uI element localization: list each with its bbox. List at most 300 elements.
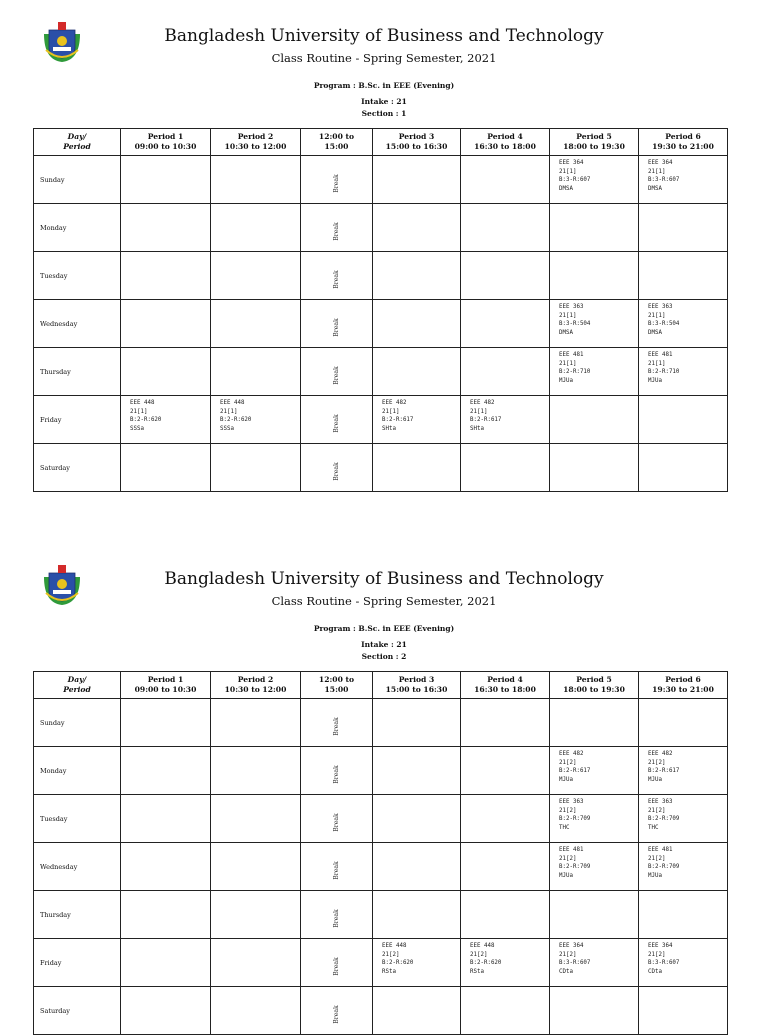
day-cell: Thursday — [34, 891, 121, 939]
class-cell — [211, 699, 301, 747]
class-entry — [550, 348, 638, 385]
class-cell — [373, 204, 461, 252]
class-cell — [461, 987, 550, 1035]
class-cell — [550, 699, 639, 747]
break-label: Break — [332, 318, 340, 337]
class-cell — [373, 891, 461, 939]
class-cell — [373, 444, 461, 492]
header-row — [34, 129, 728, 156]
class-cell — [550, 348, 639, 396]
class-entry-line: B:2-R:620 — [382, 960, 414, 966]
day-cell: Tuesday — [34, 795, 121, 843]
class-entry-line: EEE 482 — [648, 751, 673, 757]
header-line: 15:00 to 16:30 — [385, 142, 448, 151]
class-entry — [373, 396, 460, 433]
class-entry-line: MJUa — [559, 776, 573, 783]
class-cell — [211, 444, 301, 492]
class-cell — [550, 300, 639, 348]
class-entry-line: 21[2] — [559, 855, 577, 862]
class-entry-line: EEE 482 — [470, 400, 495, 406]
table-row — [34, 939, 728, 987]
class-entry-line: EEE 364 — [648, 943, 673, 949]
class-cell — [550, 156, 639, 204]
class-cell — [639, 252, 728, 300]
class-cell — [461, 747, 550, 795]
class-entry-line: EEE 363 — [648, 304, 673, 310]
class-cell — [461, 252, 550, 300]
class-entry — [550, 843, 638, 880]
routine-table — [33, 671, 728, 1035]
header-line: Period 5 — [576, 132, 612, 141]
class-entry-line: MJUa — [559, 377, 573, 384]
class-cell — [121, 156, 211, 204]
class-cell — [211, 747, 301, 795]
period-header — [461, 129, 550, 156]
class-cell — [121, 795, 211, 843]
day-cell: Friday — [34, 939, 121, 987]
class-entry-line: EEE 482 — [382, 400, 407, 406]
class-entry-line: 21[1] — [559, 312, 577, 319]
period-header — [639, 672, 728, 699]
break-cell — [301, 300, 373, 348]
header-line: Day/ — [67, 132, 87, 141]
class-entry-line: EEE 364 — [559, 943, 584, 949]
class-entry — [373, 939, 460, 976]
class-entry — [639, 843, 727, 880]
class-entry — [639, 300, 727, 337]
class-entry-line: EEE 448 — [470, 943, 495, 949]
class-cell — [550, 939, 639, 987]
class-entry — [211, 396, 300, 433]
class-entry-line: 21[2] — [559, 807, 577, 814]
class-cell — [550, 987, 639, 1035]
table-row — [34, 795, 728, 843]
institution-title: Bangladesh University of Business and Technology — [164, 569, 604, 589]
period-header — [121, 672, 211, 699]
table-row — [34, 987, 728, 1035]
class-entry-line: EEE 448 — [130, 400, 155, 406]
class-entry-line: DMSA — [559, 329, 573, 336]
class-entry — [550, 747, 638, 784]
day-cell: Thursday — [34, 348, 121, 396]
class-entry-line: CDta — [559, 968, 573, 975]
table-row — [34, 843, 728, 891]
header-line: 16:30 to 18:00 — [474, 142, 536, 151]
class-cell — [550, 252, 639, 300]
class-cell — [211, 987, 301, 1035]
class-cell — [121, 444, 211, 492]
break-cell — [301, 747, 373, 795]
class-entry-line: DMSA — [648, 185, 662, 192]
class-cell — [550, 747, 639, 795]
class-cell — [121, 396, 211, 444]
table-row — [34, 444, 728, 492]
break-label: Break — [332, 366, 340, 385]
class-entry-line: B:2-R:617 — [648, 768, 680, 774]
class-entry — [550, 939, 638, 976]
class-cell — [373, 396, 461, 444]
class-cell — [211, 156, 301, 204]
class-cell — [211, 204, 301, 252]
class-cell — [461, 204, 550, 252]
class-entry-line: EEE 364 — [648, 160, 673, 166]
class-entry-line: MJUa — [648, 872, 662, 879]
class-entry-line: B:2-R:709 — [559, 816, 591, 822]
header-line: Period 4 — [487, 132, 523, 141]
day-cell: Sunday — [34, 699, 121, 747]
class-cell — [639, 204, 728, 252]
class-entry-line: THC — [559, 824, 570, 831]
class-entry-line: 21[2] — [559, 951, 577, 958]
class-entry-line: SSSa — [130, 425, 144, 432]
break-label: Break — [332, 462, 340, 481]
day-cell: Monday — [34, 204, 121, 252]
class-entry-line: B:2-R:620 — [470, 960, 502, 966]
header-line: 15:00 — [324, 685, 349, 694]
class-entry — [550, 795, 638, 832]
break-cell — [301, 891, 373, 939]
class-cell — [550, 444, 639, 492]
class-entry-line: B:2-R:710 — [559, 369, 591, 375]
class-entry-line: B:3-R:607 — [648, 177, 680, 183]
period-header — [301, 672, 373, 699]
break-label: Break — [332, 957, 340, 976]
class-entry-line: 21[2] — [470, 951, 488, 958]
period-header — [121, 129, 211, 156]
table-row — [34, 747, 728, 795]
class-entry-line: 21[1] — [470, 408, 488, 415]
class-entry — [550, 156, 638, 193]
period-header — [301, 129, 373, 156]
class-entry-line: 21[2] — [648, 951, 666, 958]
header-line: Period 5 — [576, 675, 612, 684]
class-entry — [639, 795, 727, 832]
intake-label: Intake : 21 — [361, 97, 407, 106]
day-cell: Wednesday — [34, 843, 121, 891]
class-entry-line: MJUa — [648, 377, 662, 384]
header-line: 15:00 — [324, 142, 349, 151]
class-cell — [373, 699, 461, 747]
class-cell — [639, 156, 728, 204]
day-period-header — [34, 672, 121, 699]
break-cell — [301, 444, 373, 492]
class-cell — [639, 396, 728, 444]
class-cell — [639, 939, 728, 987]
class-entry-line: DMSA — [648, 329, 662, 336]
header-line: Period 2 — [237, 675, 274, 684]
header-line: 12:00 to — [318, 675, 355, 684]
intake-label: Intake : 21 — [361, 640, 407, 649]
class-entry-line: 21[2] — [648, 807, 666, 814]
break-label: Break — [332, 414, 340, 433]
class-entry — [639, 939, 727, 976]
class-cell — [211, 252, 301, 300]
break-cell — [301, 699, 373, 747]
header-line: Period — [63, 142, 91, 151]
routine-title: Class Routine - Spring Semester, 2021 — [271, 594, 497, 608]
period-header — [373, 672, 461, 699]
period-header — [373, 129, 461, 156]
table-row — [34, 252, 728, 300]
period-header — [639, 129, 728, 156]
class-entry-line: EEE 364 — [559, 160, 584, 166]
class-entry-line: MJUa — [559, 872, 573, 879]
header-line: 09:00 to 10:30 — [134, 685, 197, 694]
class-cell — [639, 987, 728, 1035]
header-line: 12:00 to — [318, 132, 355, 141]
class-entry-line: DMSA — [559, 185, 573, 192]
table-row — [34, 156, 728, 204]
header-line: Period 3 — [398, 675, 435, 684]
class-entry-line: 21[1] — [130, 408, 148, 415]
class-entry-line: THC — [648, 824, 659, 831]
break-cell — [301, 939, 373, 987]
section-label: Section : 2 — [361, 652, 407, 661]
class-cell — [211, 939, 301, 987]
class-cell — [211, 396, 301, 444]
break-cell — [301, 252, 373, 300]
program-label: Program : B.Sc. in EEE (Evening) — [313, 81, 455, 90]
day-cell: Saturday — [34, 987, 121, 1035]
class-entry-line: MJUa — [648, 776, 662, 783]
class-entry-line: EEE 481 — [559, 847, 584, 853]
class-cell — [121, 699, 211, 747]
table-row — [34, 699, 728, 747]
break-cell — [301, 156, 373, 204]
break-cell — [301, 396, 373, 444]
class-entry — [461, 396, 549, 433]
class-entry-line: B:2-R:709 — [648, 816, 680, 822]
break-label: Break — [332, 222, 340, 241]
class-entry-line: SHta — [470, 425, 484, 432]
class-cell — [373, 348, 461, 396]
class-entry-line: EEE 481 — [648, 352, 673, 358]
class-cell — [550, 891, 639, 939]
class-entry-line: RSta — [382, 968, 396, 975]
program-label: Program : B.Sc. in EEE (Evening) — [313, 624, 455, 633]
table-row — [34, 348, 728, 396]
class-entry-line: EEE 481 — [559, 352, 584, 358]
class-entry-line: EEE 363 — [559, 799, 584, 805]
break-label: Break — [332, 717, 340, 736]
class-cell — [639, 348, 728, 396]
day-cell: Tuesday — [34, 252, 121, 300]
class-cell — [639, 300, 728, 348]
routine-title: Class Routine - Spring Semester, 2021 — [271, 51, 497, 65]
class-cell — [211, 843, 301, 891]
class-entry-line: B:2-R:617 — [470, 417, 502, 423]
class-entry-line: 21[2] — [382, 951, 400, 958]
header-line: 10:30 to 12:00 — [224, 685, 287, 694]
class-entry-line: SHta — [382, 425, 396, 432]
class-entry-line: SSSa — [220, 425, 234, 432]
header-line: 18:00 to 19:30 — [563, 142, 625, 151]
period-header — [550, 129, 639, 156]
class-cell — [121, 843, 211, 891]
section-label: Section : 1 — [361, 109, 407, 118]
day-cell: Wednesday — [34, 300, 121, 348]
class-entry-line: B:2-R:617 — [382, 417, 414, 423]
class-entry-line: 21[2] — [559, 759, 577, 766]
class-cell — [461, 300, 550, 348]
class-cell — [461, 843, 550, 891]
class-cell — [121, 939, 211, 987]
header-line: 18:00 to 19:30 — [563, 685, 625, 694]
break-label: Break — [332, 270, 340, 289]
class-entry-line: B:2-R:710 — [648, 369, 680, 375]
day-period-header — [34, 129, 121, 156]
period-header — [211, 672, 301, 699]
day-cell: Sunday — [34, 156, 121, 204]
class-cell — [121, 747, 211, 795]
institution-title: Bangladesh University of Business and Technology — [164, 26, 604, 46]
class-entry-line: EEE 448 — [220, 400, 245, 406]
class-entry-line: 21[1] — [648, 168, 666, 175]
class-entry-line: B:3-R:504 — [559, 321, 591, 327]
table-row — [34, 396, 728, 444]
class-entry-line: EEE 363 — [648, 799, 673, 805]
class-cell — [211, 891, 301, 939]
class-entry-line: 21[2] — [648, 759, 666, 766]
break-label: Break — [332, 1005, 340, 1024]
class-entry-line: B:3-R:607 — [648, 960, 680, 966]
period-header — [211, 129, 301, 156]
break-cell — [301, 987, 373, 1035]
class-cell — [373, 939, 461, 987]
header-line: Period 1 — [147, 675, 184, 684]
break-label: Break — [332, 909, 340, 928]
class-cell — [121, 987, 211, 1035]
class-cell — [461, 699, 550, 747]
class-cell — [461, 795, 550, 843]
class-entry-line: 21[1] — [559, 360, 577, 367]
class-entry-line: RSta — [470, 968, 484, 975]
class-cell — [461, 939, 550, 987]
class-entry — [639, 156, 727, 193]
period-header — [461, 672, 550, 699]
class-entry-line: 21[1] — [220, 408, 238, 415]
class-entry-line: B:2-R:709 — [648, 864, 680, 870]
class-cell — [373, 156, 461, 204]
header-line: Period 3 — [398, 132, 435, 141]
break-label: Break — [332, 813, 340, 832]
class-entry-line: EEE 363 — [559, 304, 584, 310]
routine-table — [33, 128, 728, 492]
class-cell — [639, 843, 728, 891]
class-cell — [550, 396, 639, 444]
class-entry-line: B:2-R:620 — [220, 417, 252, 423]
class-entry-line: B:3-R:504 — [648, 321, 680, 327]
header-line: Period — [63, 685, 91, 694]
class-entry-line: EEE 482 — [559, 751, 584, 757]
class-cell — [550, 204, 639, 252]
header-row — [34, 672, 728, 699]
break-cell — [301, 204, 373, 252]
period-header — [550, 672, 639, 699]
class-entry-line: B:2-R:617 — [559, 768, 591, 774]
class-entry — [639, 747, 727, 784]
class-cell — [211, 348, 301, 396]
header-line: Period 1 — [147, 132, 184, 141]
header-line: 16:30 to 18:00 — [474, 685, 536, 694]
class-entry — [121, 396, 210, 433]
break-cell — [301, 843, 373, 891]
class-cell — [373, 252, 461, 300]
class-entry — [550, 300, 638, 337]
class-entry-line: EEE 481 — [648, 847, 673, 853]
class-cell — [373, 300, 461, 348]
class-cell — [373, 843, 461, 891]
table-row — [34, 891, 728, 939]
class-entry-line: 21[2] — [648, 855, 666, 862]
class-cell — [639, 795, 728, 843]
class-entry-line: 21[1] — [382, 408, 400, 415]
class-entry-line: B:3-R:607 — [559, 177, 591, 183]
header-line: Period 2 — [237, 132, 274, 141]
class-entry-line: 21[1] — [648, 312, 666, 319]
header-line: 09:00 to 10:30 — [134, 142, 197, 151]
header-line: Day/ — [67, 675, 87, 684]
class-cell — [121, 204, 211, 252]
header-line: 19:30 to 21:00 — [652, 142, 714, 151]
class-cell — [211, 300, 301, 348]
class-cell — [550, 795, 639, 843]
class-entry-line: B:2-R:620 — [130, 417, 162, 423]
day-cell: Saturday — [34, 444, 121, 492]
class-entry-line: 21[1] — [648, 360, 666, 367]
day-cell: Monday — [34, 747, 121, 795]
header-line: 19:30 to 21:00 — [652, 685, 714, 694]
class-cell — [461, 396, 550, 444]
class-entry-line: B:2-R:709 — [559, 864, 591, 870]
class-cell — [461, 348, 550, 396]
class-cell — [373, 987, 461, 1035]
class-entry-line: B:3-R:607 — [559, 960, 591, 966]
class-cell — [373, 795, 461, 843]
class-cell — [461, 891, 550, 939]
class-cell — [550, 843, 639, 891]
class-cell — [121, 891, 211, 939]
class-cell — [211, 795, 301, 843]
table-row — [34, 300, 728, 348]
class-cell — [639, 444, 728, 492]
header-line: Period 6 — [665, 132, 701, 141]
break-cell — [301, 348, 373, 396]
class-entry-line: 21[1] — [559, 168, 577, 175]
break-label: Break — [332, 765, 340, 784]
day-cell: Friday — [34, 396, 121, 444]
break-cell — [301, 795, 373, 843]
class-cell — [121, 348, 211, 396]
class-entry — [639, 348, 727, 385]
class-cell — [639, 891, 728, 939]
table-row — [34, 204, 728, 252]
header-line: Period 4 — [487, 675, 523, 684]
header-line: Period 6 — [665, 675, 701, 684]
class-entry-line: CDta — [648, 968, 662, 975]
header-line: 10:30 to 12:00 — [224, 142, 287, 151]
class-entry — [461, 939, 549, 976]
class-cell — [121, 252, 211, 300]
class-entry-line: EEE 448 — [382, 943, 407, 949]
class-cell — [461, 156, 550, 204]
class-cell — [121, 300, 211, 348]
class-cell — [639, 747, 728, 795]
class-cell — [639, 699, 728, 747]
break-label: Break — [332, 174, 340, 193]
class-cell — [461, 444, 550, 492]
break-label: Break — [332, 861, 340, 880]
